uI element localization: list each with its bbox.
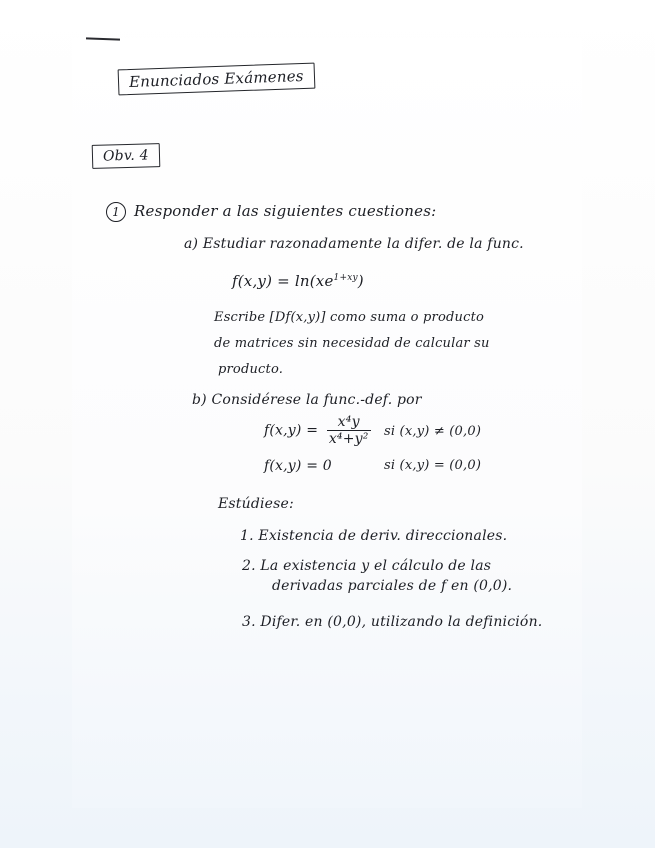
f1-condition: si (x,y) ≠ (0,0) (384, 424, 482, 439)
question-intro-line (106, 202, 436, 222)
item1-number: 1. (240, 528, 254, 544)
part-b-text1: Considérese la func.-def. por (211, 392, 422, 408)
question-intro: Responder a las siguientes cuestiones: (134, 202, 437, 220)
list-item-1 (240, 528, 507, 544)
estudiese-label: Estúdiese: (218, 496, 294, 512)
question-number: 1 (106, 202, 126, 222)
f1-numerator: x⁴y (327, 414, 371, 431)
func-exponent: 1+xy (333, 273, 358, 283)
item2-text-b: derivadas parciales de f en (0,0). (272, 578, 513, 594)
part-b-label: b) (192, 392, 207, 408)
piecewise-row1 (264, 414, 375, 447)
heading-text: Enunciados Exámenes (128, 66, 304, 92)
item3-number: 3. (242, 614, 256, 630)
part-a-text1: Estudiar razonadamente la difer. de la func. (202, 236, 524, 252)
f2-condition: si (x,y) = (0,0) (384, 458, 482, 473)
part-b-line1 (192, 392, 422, 408)
item2-text-a: La existencia y el cálculo de las (260, 558, 492, 574)
item1-text: Existencia de deriv. direccionales. (258, 528, 508, 544)
item2-number: 2. (242, 558, 256, 574)
list-item-2 (242, 558, 491, 574)
f2-lhs: f(x,y) = 0 (264, 458, 332, 474)
f1-lhs: f(x,y) = (264, 422, 319, 439)
list-item-3 (242, 614, 542, 630)
part-a-line4: de matrices sin necesidad de calcular su (214, 336, 490, 351)
tag-box (92, 143, 160, 169)
part-a-function (232, 272, 364, 290)
f1-fraction (327, 414, 371, 447)
tag-text: Obv. 4 (102, 147, 149, 165)
func-rhs: ln(xe (294, 272, 334, 290)
part-a-line5: producto. (218, 362, 284, 377)
part-a-line1 (184, 236, 524, 252)
func-close: ) (357, 272, 364, 290)
part-a-label: a) (184, 236, 199, 252)
func-lhs: f(x,y) = (232, 272, 290, 290)
f1-denominator: x⁴+y² (328, 431, 369, 447)
item3-text: Difer. en (0,0), utilizando la definición. (260, 614, 543, 630)
part-a-line3: Escribe [Df(x,y)] como suma o producto (214, 310, 485, 325)
